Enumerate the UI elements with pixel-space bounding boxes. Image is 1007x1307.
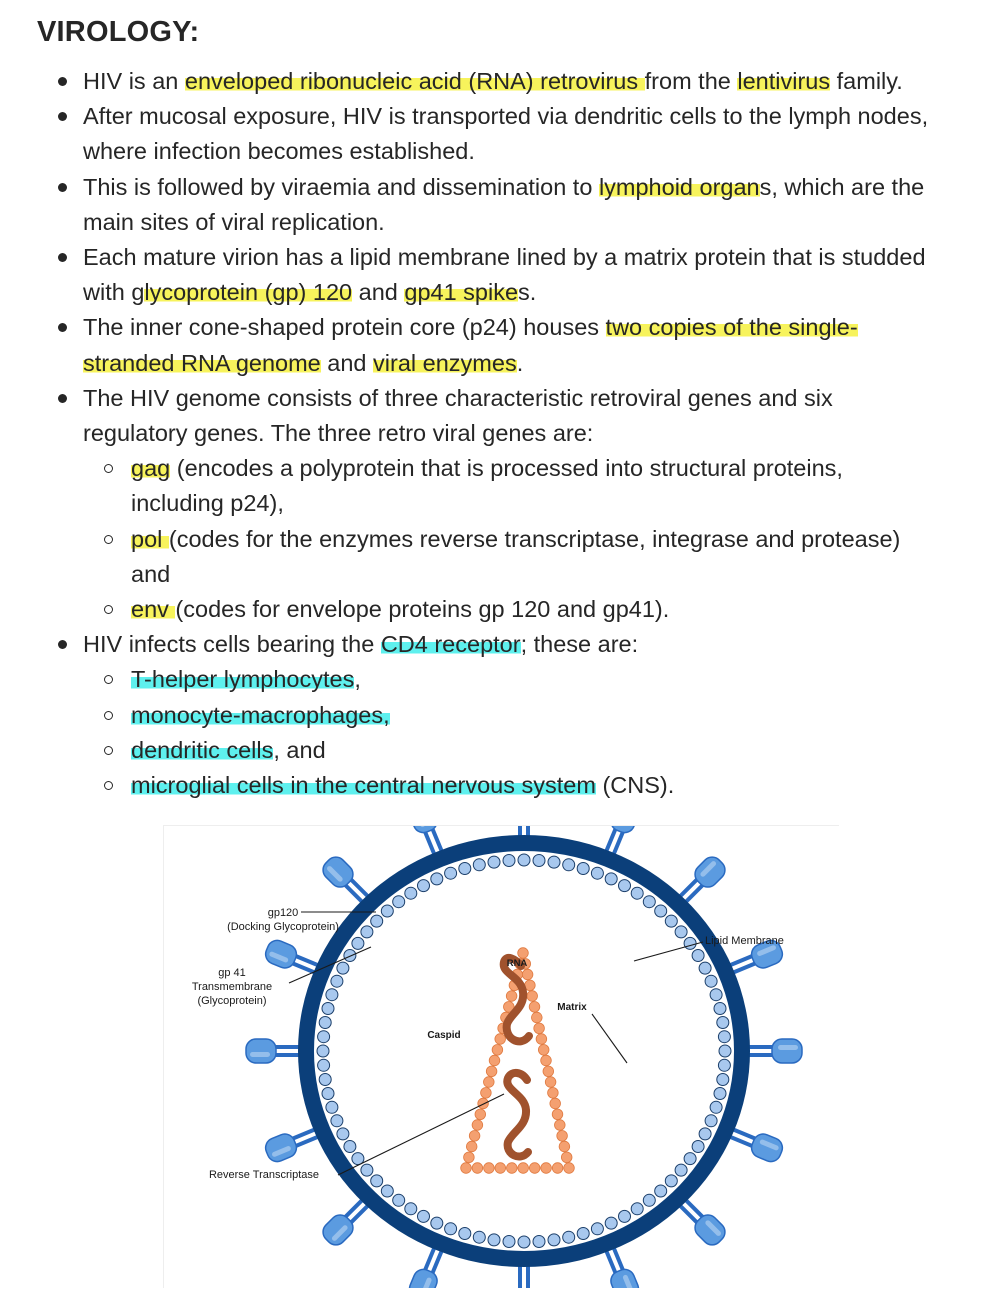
bullet-circle (104, 605, 113, 614)
matrix-bead (577, 863, 589, 875)
label-gp41-sub1: Transmembrane (191, 981, 273, 993)
matrix-bead (684, 937, 696, 949)
virion-svg (164, 826, 839, 1288)
highlighted-text: stranded RNA genome (83, 349, 321, 376)
text-segment: HIV infects cells bearing the (83, 631, 381, 658)
highlighted-text: CD4 receptor (380, 631, 521, 658)
matrix-bead (331, 1115, 343, 1127)
matrix-bead (619, 1210, 631, 1222)
capsid-bead (475, 1109, 486, 1120)
highlighted-text: two copies of the single- (605, 314, 858, 341)
capsid-bead (541, 1163, 552, 1174)
matrix-bead (518, 1236, 530, 1248)
highlighted-text: gag (131, 455, 171, 482)
virion-interior (314, 851, 734, 1251)
note-text (83, 627, 638, 662)
capsid-bead (559, 1141, 570, 1152)
highlighted-text: viral enzymes (373, 349, 517, 376)
text-segment: The inner cone-shaped protein core (p24) houses (83, 314, 606, 341)
matrix-bead (319, 1017, 331, 1029)
capsid-bead (548, 1088, 559, 1099)
capsid-bead (518, 948, 529, 959)
note-text (131, 451, 843, 486)
matrix-bead (719, 1045, 731, 1057)
bullet-circle (104, 711, 113, 720)
bullet-circle (104, 746, 113, 755)
bullet-circle (104, 675, 113, 684)
matrix-bead (418, 1210, 430, 1222)
matrix-bead (675, 1164, 687, 1176)
capsid-bead (552, 1163, 563, 1174)
matrix-bead (717, 1074, 729, 1086)
capsid-bead (507, 1163, 518, 1174)
note-text (83, 64, 903, 99)
highlighted-text: env (131, 596, 176, 622)
capsid-bead (484, 1163, 495, 1174)
capsid-bead (561, 1152, 572, 1163)
bullet-disc (58, 640, 67, 649)
capsid-bead (543, 1066, 554, 1077)
capsid-bead (550, 1098, 561, 1109)
highlighted-text: monocyte-macrophages, (131, 701, 390, 728)
matrix-bead (548, 856, 560, 868)
matrix-bead (473, 1231, 485, 1243)
note-text (83, 134, 475, 169)
label-gp120: gp120 (267, 907, 299, 919)
capsid-bead (464, 1152, 475, 1163)
highlighted-text: lycoprotein (gp) 120 (144, 279, 353, 306)
matrix-bead (459, 1228, 471, 1240)
capsid-bead (472, 1120, 483, 1131)
note-text (131, 733, 326, 768)
matrix-bead (665, 915, 677, 927)
capsid-bead (529, 1163, 540, 1174)
matrix-bead (605, 1217, 617, 1229)
text-segment: Each mature virion has a lipid membrane lined by a matrix protein that is studded (83, 244, 926, 270)
matrix-bead (318, 1059, 330, 1071)
matrix-bead (705, 1115, 717, 1127)
matrix-bead (418, 880, 430, 892)
matrix-bead (518, 854, 530, 866)
bullet-disc (58, 183, 67, 192)
highlighted-text: gp41 spike (404, 279, 519, 306)
note-text (131, 486, 284, 521)
text-segment: and (131, 560, 171, 587)
matrix-bead (717, 1017, 729, 1029)
matrix-bead (371, 915, 383, 927)
note-text (131, 662, 361, 697)
matrix-bead (459, 863, 471, 875)
matrix-bead (344, 1141, 356, 1153)
note-text (83, 416, 593, 451)
matrix-bead (326, 1101, 338, 1113)
highlighted-text: microglial cells in the central nervous system (131, 772, 596, 798)
highlighted-text: dendritic cells (131, 736, 274, 763)
matrix-bead (337, 962, 349, 974)
matrix-bead (322, 1003, 334, 1015)
label-gp41: gp 41 (218, 967, 246, 979)
matrix-bead (699, 1128, 711, 1140)
matrix-bead (665, 1175, 677, 1187)
capsid-bead (486, 1066, 497, 1077)
matrix-bead (361, 926, 373, 938)
text-segment: , (354, 666, 361, 693)
label-gp41-sub2: (Glycoprotein) (197, 995, 267, 1007)
matrix-bead (619, 880, 631, 892)
matrix-bead (381, 1185, 393, 1197)
highlighted-text: enveloped ribonucleic acid (RNA) retrovirus (184, 68, 645, 94)
matrix-bead (352, 937, 364, 949)
capsid-bead (495, 1034, 506, 1045)
matrix-bead (714, 1088, 726, 1100)
capsid-bead (481, 1088, 492, 1099)
matrix-bead (655, 1185, 667, 1197)
bullet-disc (58, 253, 67, 262)
text-segment: family. (830, 68, 903, 94)
text-segment: (encodes a polyprotein that is processed into structural proteins, (170, 455, 843, 482)
matrix-bead (631, 1203, 643, 1215)
capsid-bead (466, 1141, 477, 1152)
capsid-bead (527, 991, 538, 1002)
text-segment: s. (518, 279, 537, 306)
text-segment: from the (644, 68, 738, 94)
note-text (131, 768, 674, 803)
capsid-bead (552, 1109, 563, 1120)
text-segment: The HIV genome consists of three characteristic retroviral genes and six (83, 384, 833, 411)
matrix-bead (393, 896, 405, 908)
matrix-bead (684, 1153, 696, 1165)
text-segment: s, which are the (759, 173, 925, 200)
matrix-bead (445, 867, 457, 879)
text-segment: and (320, 349, 374, 376)
capsid-bead (506, 991, 517, 1002)
note-text (83, 205, 385, 240)
bullet-circle (104, 781, 113, 790)
text-segment: and (352, 279, 405, 306)
matrix-bead (631, 887, 643, 899)
capsid-bead (538, 1045, 549, 1056)
highlighted-text: lymphoid organ (598, 173, 760, 200)
label-gp120-sub: (Docking Glycoprotein) (227, 921, 339, 933)
note-text (131, 698, 390, 733)
matrix-bead (344, 950, 356, 962)
capsid-bead (564, 1163, 575, 1174)
capsid-bead (557, 1131, 568, 1142)
matrix-bead (591, 867, 603, 879)
matrix-bead (692, 1141, 704, 1153)
capsid-bead (545, 1077, 556, 1088)
matrix-bead (503, 1236, 515, 1248)
matrix-bead (675, 926, 687, 938)
matrix-bead (488, 856, 500, 868)
capsid-bead (536, 1034, 547, 1045)
matrix-bead (533, 855, 545, 867)
text-segment: (CNS). (595, 772, 675, 798)
capsid-bead (555, 1120, 566, 1131)
matrix-bead (710, 1101, 722, 1113)
heading-virology: VIROLOGY: (37, 16, 200, 48)
note-text (83, 310, 858, 345)
matrix-bead (381, 905, 393, 917)
matrix-bead (643, 1194, 655, 1206)
capsid-bead (489, 1055, 500, 1066)
matrix-bead (405, 1203, 417, 1215)
note-text (131, 557, 170, 592)
note-text (83, 346, 523, 381)
label-rna: RNA (506, 958, 528, 969)
matrix-bead (431, 1217, 443, 1229)
matrix-bead (445, 1223, 457, 1235)
highlighted-text: lentivirus (737, 68, 831, 94)
note-text (83, 240, 926, 275)
note-text (83, 170, 924, 205)
text-segment: main sites of viral replication. (83, 208, 385, 235)
bullet-disc (58, 323, 67, 332)
label-rt: Reverse Transcriptase (208, 1169, 320, 1181)
capsid-bead (522, 969, 533, 980)
bullet-circle (104, 464, 113, 473)
matrix-bead (361, 1164, 373, 1176)
glycoprotein-spike (246, 1039, 304, 1063)
note-text (83, 99, 928, 134)
matrix-bead (533, 1236, 545, 1248)
text-segment: This is followed by viraemia and dissemination to (83, 173, 599, 200)
label-lipid: Lipid Membrane (705, 935, 784, 947)
hiv-virion-diagram (163, 825, 839, 1288)
matrix-bead (371, 1175, 383, 1187)
capsid-bead (472, 1163, 483, 1174)
matrix-bead (563, 859, 575, 871)
capsid-bead (529, 1002, 540, 1013)
matrix-bead (563, 1231, 575, 1243)
text-segment: (codes for envelope proteins gp 120 and gp41). (175, 596, 670, 622)
capsid-bead (492, 1045, 503, 1056)
text-segment: , and (273, 736, 326, 763)
capsid-bead (484, 1077, 495, 1088)
matrix-bead (393, 1194, 405, 1206)
note-text (131, 592, 669, 627)
bullet-disc (58, 394, 67, 403)
capsid-bead (518, 1163, 529, 1174)
note-text (131, 522, 900, 557)
label-matrix: Matrix (557, 1002, 587, 1013)
matrix-bead (319, 1074, 331, 1086)
text-segment: After mucosal exposure, HIV is transported via dendritic cells to the lymph nodes, (83, 103, 929, 130)
capsid-bead (461, 1163, 472, 1174)
matrix-bead (591, 1223, 603, 1235)
matrix-bead (714, 1003, 726, 1015)
capsid-bead (532, 1012, 543, 1023)
matrix-bead (718, 1031, 730, 1043)
text-segment: with g (83, 279, 145, 306)
text-segment: . (516, 349, 524, 376)
capsid-bead (469, 1131, 480, 1142)
highlighted-text: T-helper lymphocytes (131, 666, 355, 693)
matrix-bead (548, 1234, 560, 1246)
note-text (83, 275, 536, 310)
bullet-disc (58, 77, 67, 86)
matrix-bead (322, 1088, 334, 1100)
matrix-bead (655, 905, 667, 917)
capsid-bead (534, 1023, 545, 1034)
matrix-bead (326, 989, 338, 1001)
matrix-bead (692, 950, 704, 962)
matrix-bead (699, 962, 711, 974)
matrix-bead (331, 975, 343, 987)
text-segment: regulatory genes. The three retro viral genes are: (83, 420, 594, 446)
matrix-bead (577, 1228, 589, 1240)
matrix-bead (317, 1045, 329, 1057)
matrix-bead (318, 1031, 330, 1043)
matrix-bead (503, 855, 515, 867)
matrix-bead (710, 989, 722, 1001)
text-segment: including p24), (131, 490, 284, 517)
matrix-bead (605, 873, 617, 885)
capsid-bead (541, 1055, 552, 1066)
matrix-bead (488, 1234, 500, 1246)
text-segment: where infection becomes established. (83, 138, 475, 165)
bullet-disc (58, 112, 67, 121)
highlighted-text: pol (131, 525, 169, 552)
matrix-bead (705, 975, 717, 987)
text-segment: ; these are: (520, 631, 639, 658)
matrix-bead (718, 1059, 730, 1071)
matrix-bead (473, 859, 485, 871)
matrix-bead (643, 896, 655, 908)
label-capsid: Caspid (427, 1030, 461, 1041)
capsid-bead (478, 1098, 489, 1109)
matrix-bead (405, 887, 417, 899)
matrix-bead (431, 873, 443, 885)
text-segment: HIV is an (83, 68, 185, 94)
matrix-bead (337, 1128, 349, 1140)
note-text (83, 381, 833, 416)
text-segment: (codes for the enzymes reverse transcriptase, integrase and protease) (168, 525, 901, 552)
capsid-bead (495, 1163, 506, 1174)
glycoprotein-spike (744, 1039, 802, 1063)
bullet-circle (104, 535, 113, 544)
